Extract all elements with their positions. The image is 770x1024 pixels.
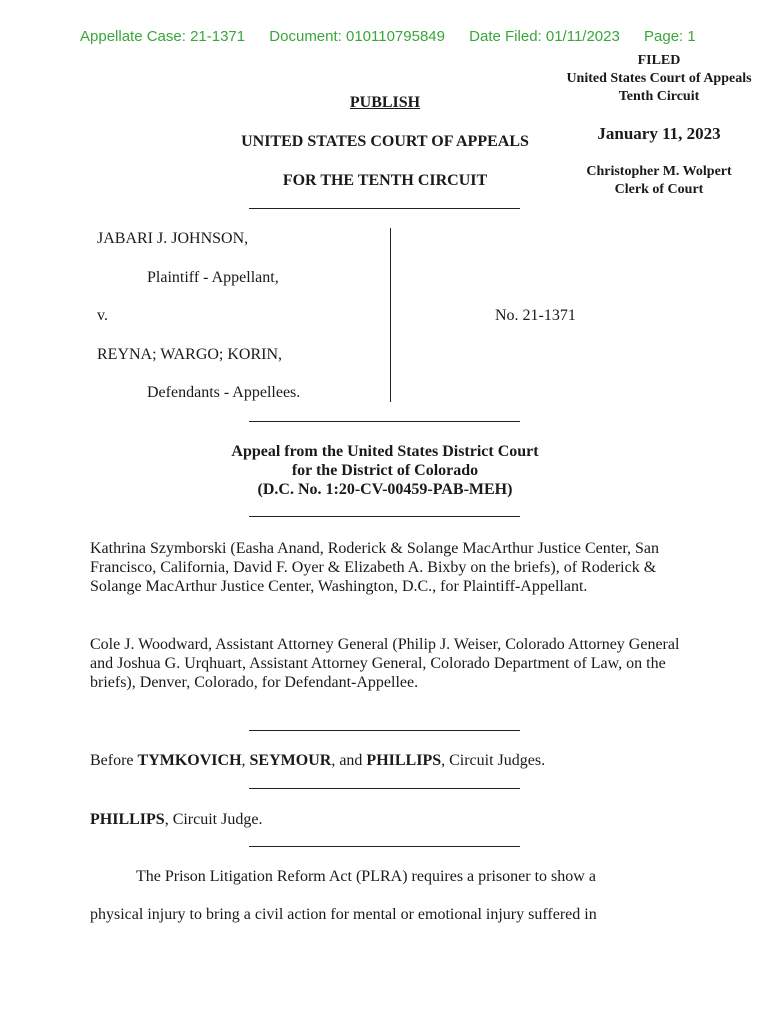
divider	[249, 788, 520, 789]
filing-header	[80, 28, 730, 45]
filed-circuit: Tenth Circuit	[618, 89, 700, 104]
caption-divider	[390, 228, 391, 402]
author-line	[90, 810, 680, 829]
appeal-line-2: for the District of Colorado	[291, 462, 479, 479]
opinion-line-2: physical injury to bring a civil action for mental or emotional injury suffered in	[90, 906, 597, 923]
appellant-counsel: Kathrina Szymborski (Easha Anand, Roderick & Solange MacArthur Justice Center, San Francisco, California, David F. Oyer & Elizabeth A. Bixby on the briefs), of Roderick & Solange MacArthur Justice Center, Washington, D.C., for Plaintiff-Appellant.	[90, 540, 660, 595]
panel-sep-1: ,	[241, 752, 250, 769]
court-title: UNITED STATES COURT OF APPEALS	[241, 133, 529, 150]
judge-seymour: SEYMOUR	[249, 752, 332, 769]
opinion-line-1: The Prison Litigation Reform Act (PLRA) requires a prisoner to show a	[136, 868, 596, 885]
case-number-header: Appellate Case: 21-1371	[80, 28, 246, 45]
divider	[249, 208, 520, 209]
date-filed-header: Date Filed: 01/11/2023	[469, 28, 620, 45]
page-number-header: Page: 1	[644, 28, 696, 45]
appeal-line-3: (D.C. No. 1:20-CV-00459-PAB-MEH)	[257, 481, 513, 498]
defendants-name: REYNA; WARGO; KORIN,	[97, 346, 283, 363]
filed-date: January 11, 2023	[597, 124, 721, 143]
clerk-block	[545, 163, 770, 199]
divider	[249, 730, 520, 731]
publish-label: PUBLISH	[349, 94, 421, 111]
filed-court: United States Court of Appeals	[566, 71, 752, 86]
circuit-title: FOR THE TENTH CIRCUIT	[282, 172, 488, 189]
plaintiff-role: Plaintiff - Appellant,	[147, 269, 279, 286]
defendants-role: Defendants - Appellees.	[147, 384, 301, 401]
filed-stamp	[545, 52, 770, 106]
versus: v.	[97, 307, 108, 324]
clerk-title: Clerk of Court	[614, 182, 704, 197]
panel-suffix: , Circuit Judges.	[441, 752, 546, 769]
divider	[249, 421, 520, 422]
judge-tymkovich: TYMKOVICH	[137, 752, 242, 769]
appeal-line-1: Appeal from the United States District Court	[231, 443, 539, 460]
plaintiff-name: JABARI J. JOHNSON,	[97, 230, 249, 247]
filed-label: FILED	[637, 53, 681, 68]
author-suffix: , Circuit Judge.	[164, 811, 263, 828]
panel-before: Before	[90, 752, 138, 769]
divider	[249, 516, 520, 517]
document-number-header: Document: 010110795849	[269, 28, 445, 45]
judge-phillips: PHILLIPS	[366, 752, 442, 769]
panel-sep-2: , and	[331, 752, 367, 769]
divider	[249, 846, 520, 847]
clerk-name: Christopher M. Wolpert	[586, 164, 732, 179]
appellee-counsel: Cole J. Woodward, Assistant Attorney General (Philip J. Weiser, Colorado Attorney General and Joshua G. Urqhuart, Assistant Attorney General, Colorado Department of Law, on the briefs), Denver, Colorado, for Defendant-Appellee.	[90, 636, 680, 691]
author-name: PHILLIPS	[90, 811, 165, 828]
case-number: No. 21-1371	[495, 307, 576, 324]
appeal-block	[200, 442, 570, 499]
panel-line	[90, 751, 680, 770]
